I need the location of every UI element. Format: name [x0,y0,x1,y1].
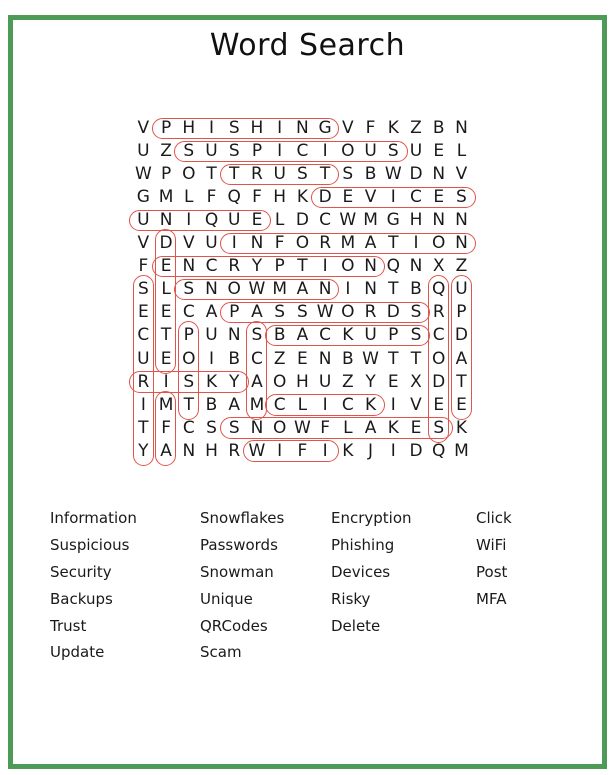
word-list-column [200,505,284,666]
grid-cell: B [432,118,445,139]
grid-cell: L [274,210,285,231]
grid-cell: L [161,279,171,300]
grid-cell: T [319,164,331,185]
grid-cell: T [138,417,149,438]
word-list-item: QRCodes [200,616,268,635]
grid-cell: N [159,210,173,231]
word-list-item: MFA [476,589,507,608]
word-list-item: Security [50,562,112,581]
grid-cell: I [322,256,328,277]
word-list-item: Snowman [200,562,274,581]
grid-cell: Q [432,279,446,300]
grid-cell: E [387,371,399,392]
grid-cell: E [160,348,172,369]
grid-cell: T [229,164,240,185]
grid-cell: E [160,302,172,323]
grid-cell: V [137,233,150,254]
grid-cell: K [205,371,218,392]
grid-cell: D [409,440,423,461]
word-list-item: Backups [50,589,113,608]
grid-cell: U [205,325,218,346]
grid-cell: E [410,417,422,438]
grid-cell: A [228,394,241,415]
grid-cell: N [455,210,468,231]
grid-cell: V [455,164,468,185]
grid-cell: N [318,348,332,369]
grid-cell: V [342,118,354,139]
word-list-item: Unique [200,589,253,608]
grid-cell: U [273,164,286,185]
grid-cell: S [433,417,445,438]
grid-cell: R [228,440,241,461]
grid-cell: U [137,210,150,231]
grid-cell: T [160,325,172,346]
grid-cell: R [251,164,263,185]
grid-cell: K [387,417,399,438]
grid-cell: I [345,279,351,300]
grid-cell: P [388,325,399,346]
grid-cell: K [455,417,468,438]
grid-cell: I [209,118,215,139]
grid-cell: I [277,440,283,461]
grid-cell: A [160,440,172,461]
grid-cell: O [432,348,446,369]
grid-cell: S [387,141,399,162]
grid-cell: L [184,187,194,208]
grid-cell: F [365,118,376,139]
grid-cell: A [251,302,263,323]
grid-cell: B [410,279,422,300]
grid-cell: N [455,118,468,139]
grid-cell: Z [160,141,172,162]
grid-cell: C [319,325,332,346]
grid-cell: W [134,164,152,185]
grid-cell: E [137,302,149,323]
grid-cell: U [364,325,377,346]
grid-cell: G [136,187,150,208]
grid-cell: C [137,325,150,346]
grid-cell: I [186,210,192,231]
grid-cell: W [248,440,266,461]
grid-cell: A [364,417,377,438]
grid-cell: O [182,348,196,369]
grid-cell: N [205,279,218,300]
word-list-item: Snowflakes [200,509,285,528]
grid-cell: S [410,302,422,323]
grid-cell: S [183,371,195,392]
grid-cell: W [316,302,334,323]
grid-cell: N [182,256,196,277]
grid-cell: U [205,233,218,254]
word-list-item: Post [476,562,508,581]
grid-cell: N [250,417,264,438]
grid-cell: N [432,164,446,185]
grid-cell: F [274,233,285,254]
grid-cell: Q [386,256,400,277]
grid-cell: L [343,417,353,438]
grid-cell: D [386,302,400,323]
grid-cell: V [410,394,422,415]
grid-cell: H [250,118,264,139]
grid-cell: O [341,256,355,277]
grid-cell: A [205,302,218,323]
grid-cell: C [319,210,332,231]
grid-cell: S [183,279,195,300]
grid-cell: S [251,325,263,346]
grid-cell: N [455,233,468,254]
grid-cell: S [296,302,308,323]
grid-cell: T [388,233,399,254]
grid-cell: O [227,279,241,300]
grid-cell: M [272,279,287,300]
grid-cell: N [182,440,196,461]
grid-cell: E [297,348,308,369]
grid-cell: R [432,302,445,323]
grid-cell: W [362,348,379,369]
grid-cell: B [205,394,218,415]
grid-cell: N [409,256,423,277]
word-list-item: WiFi [476,536,507,555]
grid-cell: T [410,348,422,369]
grid-cell: O [295,233,310,254]
grid-cell: H [409,210,423,231]
grid-cell: Q [432,440,446,461]
grid-cell: W [293,417,311,438]
grid-cell: E [456,394,467,415]
grid-cell: D [409,164,423,185]
grid-cell: U [318,371,332,392]
word-list [0,505,615,675]
grid-cell: Y [138,440,149,461]
grid-cell: P [456,302,467,323]
grid-cell: I [322,141,328,162]
grid-cell: A [296,325,309,346]
word-list-item: Information [50,509,137,528]
grid-cell: D [318,187,332,208]
word-search-grid [132,117,474,465]
grid-cell: M [158,394,174,415]
grid-cell: S [206,417,217,438]
grid-cell: B [228,348,241,369]
grid-cell: T [388,279,399,300]
grid-cell: W [339,210,357,231]
grid-cell: C [341,394,354,415]
grid-cell: K [342,325,354,346]
grid-cell: T [297,256,308,277]
grid-cell: I [163,371,169,392]
grid-cell: C [182,417,195,438]
word-list-item: Passwords [200,536,278,555]
page-title: Word Search [209,28,406,63]
grid-cell: X [432,256,445,277]
grid-cell: M [340,233,356,254]
grid-cell: E [433,187,445,208]
grid-cell: C [432,325,445,346]
grid-cell: J [368,440,374,461]
grid-cell: F [320,417,330,438]
word-list-item: Click [476,509,512,528]
word-list-item: Phishing [331,536,395,555]
grid-cell: Z [342,371,354,392]
grid-cell: O [272,417,287,438]
grid-cell: N [250,233,264,254]
grid-cell: S [296,164,308,185]
grid-cell: V [364,187,377,208]
grid-cell: N [227,325,241,346]
grid-cell: N [364,256,377,277]
grid-cell: H [182,118,196,139]
word-list-column [331,505,412,639]
word-list-item: Encryption [331,509,412,528]
grid-cell: D [432,371,446,392]
grid-cell: M [249,394,265,415]
grid-cell: T [206,164,217,185]
grid-cell: F [206,187,217,208]
grid-cell: N [296,118,309,139]
grid-cell: A [455,348,468,369]
grid-cell: R [228,256,241,277]
grid-cell: U [137,348,150,369]
grid-cell: E [433,141,445,162]
grid-cell: Y [251,256,263,277]
word-list-item: Delete [331,616,381,635]
grid-cell: G [318,118,332,139]
grid-cell: U [455,279,468,300]
grid-cell: Z [410,118,422,139]
grid-cell: M [363,210,378,231]
grid-cell: I [277,141,283,162]
grid-cell: C [296,141,309,162]
grid-cell: C [273,394,286,415]
grid-cell: P [274,256,285,277]
grid-cell: R [364,302,377,323]
grid-cell: E [251,210,263,231]
grid-cell: U [205,141,218,162]
grid-cell: D [159,233,173,254]
grid-cell: B [341,348,354,369]
grid-cell: Z [273,348,286,369]
word-list-item: Update [50,643,105,662]
grid-cell: L [297,394,308,415]
grid-cell: A [296,279,309,300]
grid-cell: X [410,371,422,392]
word-list-item: Risky [331,589,371,608]
grid-cell: S [228,118,240,139]
word-list-column [50,505,137,666]
grid-cell: L [456,141,467,162]
grid-cell: S [342,164,354,185]
grid-cell: R [137,371,150,392]
grid-cell: K [387,118,399,139]
grid-cell: F [138,256,149,277]
grid-cell: C [251,348,263,369]
grid-cell: P [229,302,240,323]
grid-cell: I [231,233,237,254]
grid-cell: S [228,141,240,162]
grid-cell: O [341,141,355,162]
grid-cell: H [295,371,309,392]
grid-cell: C [205,256,218,277]
grid-cell: U [364,141,377,162]
grid-cell: K [342,440,354,461]
grid-cell: M [158,187,174,208]
grid-cell: I [390,440,396,461]
grid-cell: Q [227,187,241,208]
grid-cell: A [364,233,377,254]
grid-cell: I [390,394,396,415]
grid-cell: U [137,141,150,162]
grid-cell: F [297,440,308,461]
grid-cell: K [364,394,377,415]
grid-cell: O [341,302,355,323]
grid-cell: S [137,279,149,300]
grid-cell: W [248,279,266,300]
grid-cell: S [183,141,195,162]
grid-cell: Q [204,210,219,231]
word-list-item: Devices [331,562,391,581]
grid-cell: U [228,210,241,231]
grid-cell: G [386,210,400,231]
grid-cell: H [205,440,218,461]
grid-cell: E [342,187,354,208]
grid-cell: I [209,348,215,369]
grid-cell: N [318,279,332,300]
grid-cell: R [319,233,332,254]
grid-cell: V [137,118,150,139]
grid-cell: S [228,417,240,438]
grid-cell: T [456,371,467,392]
grid-cell: S [274,302,286,323]
grid-cell: I [140,394,146,415]
grid-cell: O [182,164,196,185]
grid-cell: C [410,187,422,208]
grid-cell: E [433,394,445,415]
grid-cell: I [413,233,419,254]
grid-cell: I [277,118,283,139]
grid-cell: O [432,233,446,254]
grid-cell: B [273,325,286,346]
grid-cell: P [160,164,172,185]
grid-cell: I [390,187,396,208]
grid-cell: A [251,371,263,392]
grid-cell: C [182,302,195,323]
grid-cell: S [456,187,467,208]
grid-cell: S [410,325,422,346]
grid-cell: H [273,187,287,208]
grid-cell: P [251,141,263,162]
word-list-item: Trust [50,616,87,635]
grid-cell: K [296,187,308,208]
grid-cell: F [161,417,171,438]
grid-cell: P [183,325,194,346]
grid-cell: I [322,440,328,461]
grid-cell: E [160,256,172,277]
word-list-item: Suspicious [50,536,130,555]
word-list-column [476,505,512,612]
grid-cell: U [409,141,423,162]
grid-cell: W [384,164,402,185]
grid-cell: B [364,164,377,185]
grid-cell: F [252,187,262,208]
grid-cell: Y [365,371,376,392]
grid-cell: M [454,440,469,461]
grid-cell: O [272,371,287,392]
grid-cell: P [160,118,172,139]
grid-cell: N [432,210,446,231]
grid-cell: Z [455,256,468,277]
grid-cell: D [295,210,309,231]
grid-cell: T [388,348,399,369]
grid-cell: D [454,325,468,346]
grid-cell: N [364,279,377,300]
word-list-item: Scam [200,643,242,662]
grid-cell: I [322,394,328,415]
grid-cell: V [182,233,195,254]
grid-cell: T [183,394,194,415]
grid-cell: Y [229,371,240,392]
